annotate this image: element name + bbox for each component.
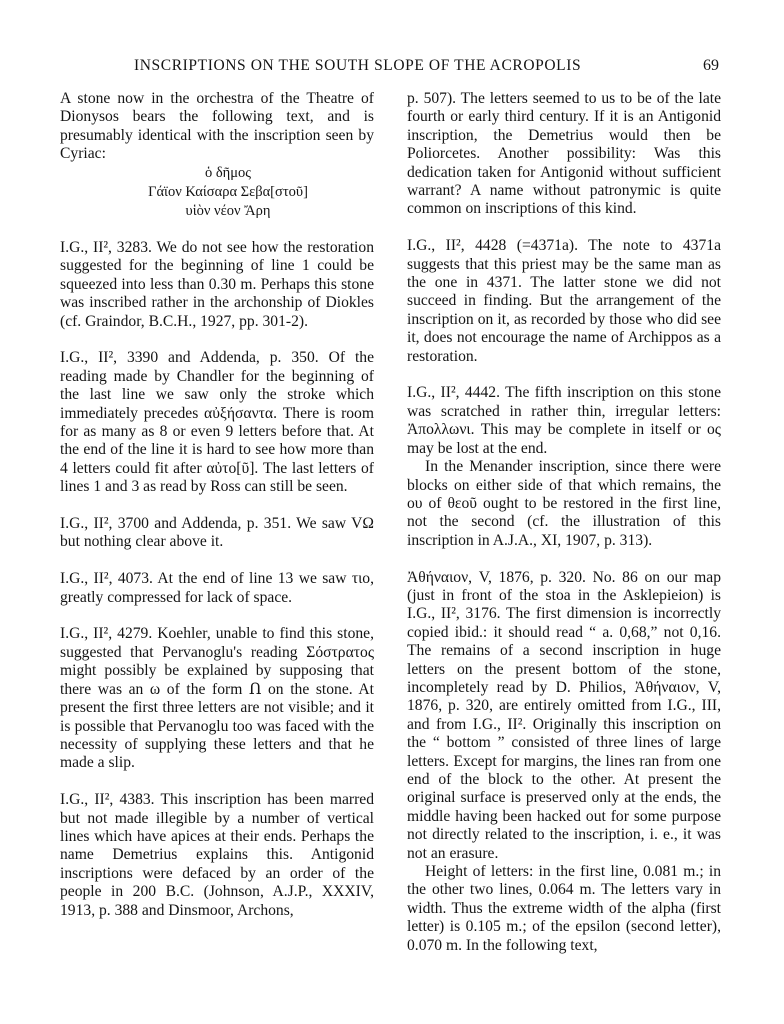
paragraph-menander: In the Menander inscription, since there were blocks on either side of that which remains, the ου of θεοῦ ought to be restored in the first line, not the second (cf. the illustration of this inscription in A.J.A., XI, 1907, p. 313).	[407, 458, 721, 549]
right-column	[407, 90, 721, 955]
paragraph-athenaion: Ἀθήναιον, V, 1876, p. 320. No. 86 on our map (just in front of the stoa in the Asklepieion) is I.G., II², 3176. The first dimension is incorrectly copied ibid.: it should read “ a. 0,68,” not 0,16. The remains of a second inscription in huge letters on the present bottom of the stone, incompletely read by D. Philios, Ἀθήναιον, V, 1876, p. 320, are entirely omitted from I.G., III, and from I.G., II². Originally this inscription on the “ bottom ” consisted of three lines of large letters. Except for margins, the lines ran from one end of the block to the other. At present the original surface is preserved only at the ends, the middle having been hacked out for some purpose not directly related to the inscription, i. e., it was not an erasure.	[407, 568, 721, 862]
paragraph-cyriac: A stone now in the orchestra of the Theatre of Dionysos bears the following text, and is presumably identical with the inscription seen by Cyriac:	[60, 90, 374, 163]
paragraph-p507: p. 507). The letters seemed to us to be of the late fourth or early third century. If it is an Antigonid inscription, the Demetrius would then be Poliorcetes. Another possibility: Was this dedication taken for Antigonid without sufficient warrant? A name without patronymic is quite common on inscriptions of this kind.	[407, 90, 721, 218]
paragraph-3283: I.G., II², 3283. We do not see how the restoration suggested for the beginning of line 1 could be squeezed into less than 0.30 m. Perhaps this stone was inscribed rather in the archonship of Diokles (cf. Graindor, B.C.H., 1927, pp. 301-2).	[60, 239, 374, 330]
inscription-quote	[60, 164, 374, 221]
inscription-line-1: ὁ δῆμος	[204, 164, 252, 181]
paragraph-4428: I.G., II², 4428 (=4371a). The note to 4371a suggests that this priest may be the same man as the one in 4371. The latter stone we did not succeed in finding. But the arrangement of the inscription on it, as recorded by those who did see it, does not encourage the name of Archippos as a restoration.	[407, 237, 721, 365]
running-header	[0, 57, 784, 79]
paragraph-4279: I.G., II², 4279. Koehler, unable to find this stone, suggested that Pervanoglu's reading Σόστρατος might possibly be explained by supposing that there was an ω of the form Ո on the stone. At present the first three letters are not visible; and it is possible that Pervanoglu too was faced with the necessity of supplying these letters and that he made a slip.	[60, 625, 374, 772]
page-number: 69	[703, 57, 719, 74]
paragraph-4442: I.G., II², 4442. The fifth inscription on this stone was scratched in rather thin, irregular letters: Ἀπολλωνι. This may be complete in itself or ος may be lost at the end.	[407, 384, 721, 457]
paragraph-letter-heights: Height of letters: in the first line, 0.081 m.; in the other two lines, 0.064 m. The letters vary in width. Thus the extreme width of the alpha (first letter) is 0.105 m.; of the epsilon (second letter), 0.070 m. In the following text,	[407, 863, 721, 954]
inscription-line-3: υἱὸν νέον Ἄρη	[185, 202, 271, 219]
left-column	[60, 90, 374, 920]
paragraph-3390: I.G., II², 3390 and Addenda, p. 350. Of the reading made by Chandler for the beginning of the last line we saw only the stroke which immediately precedes αὐξήσαντα. There is room for as many as 8 or even 9 letters before that. At the end of the line it is hard to see how more than 4 letters could fit after αὐτο[ῦ]. The last letters of lines 1 and 3 as read by Ross can still be seen.	[60, 349, 374, 496]
paragraph-3700: I.G., II², 3700 and Addenda, p. 351. We saw VΩ but nothing clear above it.	[60, 515, 374, 551]
inscription-line-2: Γάϊον Καίσαρα Σεβα[στοῦ]	[148, 183, 308, 200]
running-title: INSCRIPTIONS ON THE SOUTH SLOPE OF THE ACROPOLIS	[134, 57, 582, 74]
paragraph-4383: I.G., II², 4383. This inscription has been marred but not made illegible by a number of vertical lines which have apices at their ends. Perhaps the name Demetrius explains this. Antigonid inscriptions were defaced by an order of the people in 200 B.C. (Johnson, A.J.P., XXXIV, 1913, p. 388 and Dinsmoor, Archons,	[60, 791, 374, 919]
paragraph-4073: I.G., II², 4073. At the end of line 13 we saw τιο, greatly compressed for lack of space.	[60, 570, 374, 606]
